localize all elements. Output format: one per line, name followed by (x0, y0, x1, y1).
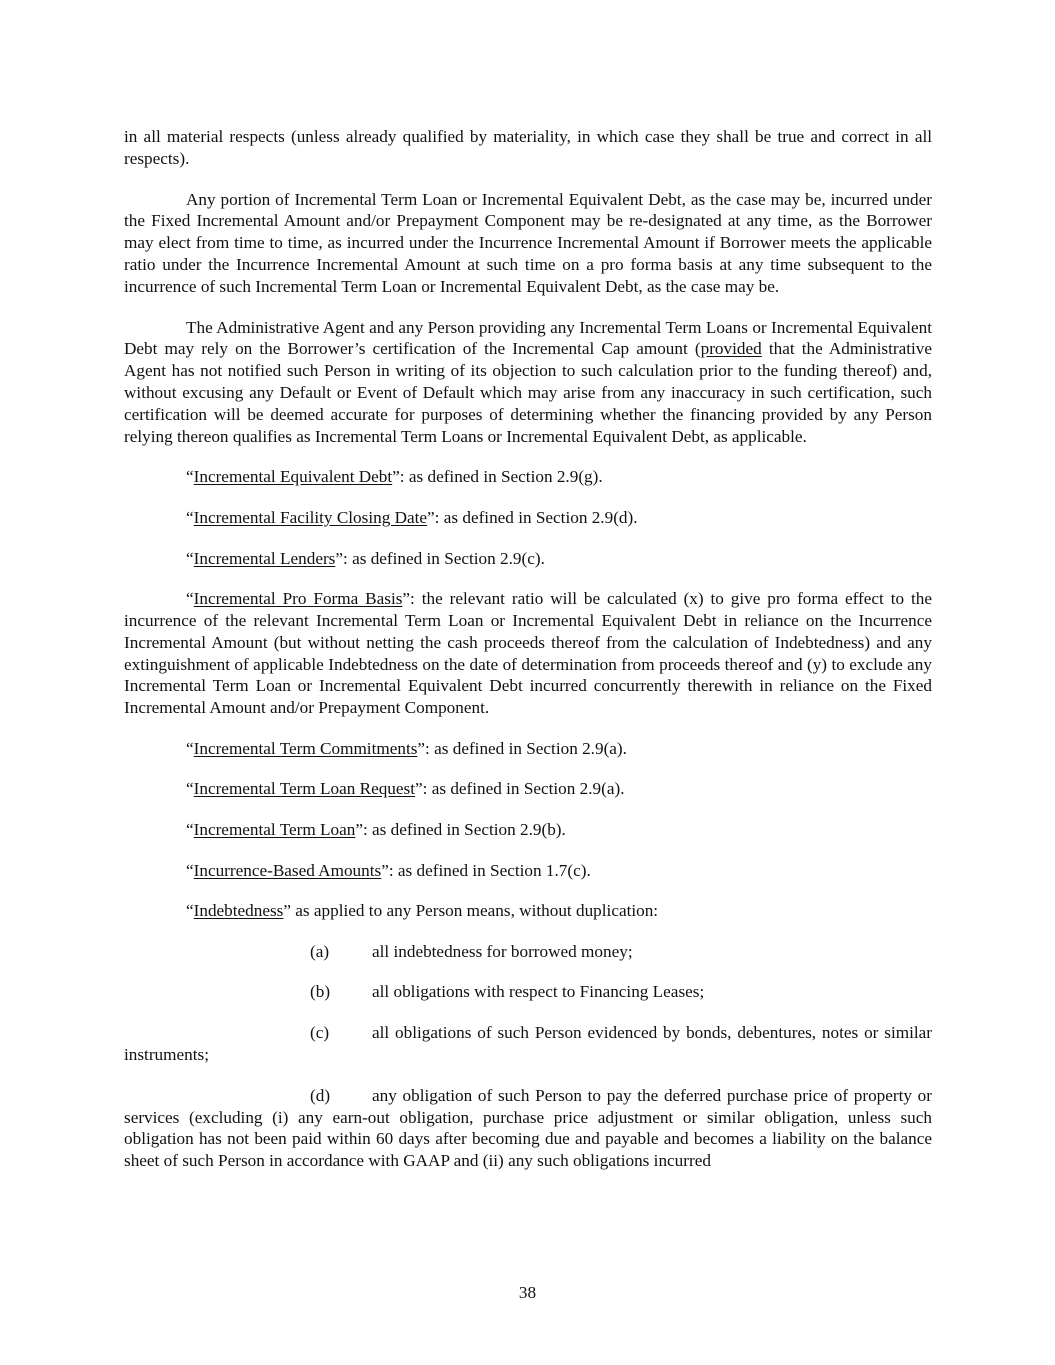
defined-term: Incremental Term Loan Request (193, 779, 415, 799)
definition-text: ”: as defined in Section 1.7(c). (381, 860, 591, 880)
defined-term: Indebtedness (193, 901, 284, 921)
definition-text: ”: as defined in Section 2.9(g). (392, 467, 603, 487)
reliance-text-before: The Administrative Agent and any Person providing any Incremental Term Loans or Incremental Equivalent Debt may rely on the Borrower’s certification of the Incremental Cap amount ( (124, 317, 932, 359)
definition-text: ”: as defined in Section 2.9(a). (415, 779, 625, 799)
provided-term: provided (700, 339, 762, 359)
list-item-label: (d) (310, 1085, 331, 1105)
definition-incremental-term-loan: “Incremental Term Loan”: as defined in Section 2.9(b). (186, 819, 566, 839)
defined-term: Incremental Pro Forma Basis (193, 589, 403, 609)
list-item-label: (b) (310, 982, 331, 1002)
definition-incremental-pro-forma-basis: “Incremental Pro Forma Basis”: the relevant ratio will be calculated (x) to give pro forma effect to the incurrence of the relevant Incremental Term Loan or Incremental Equivalent Debt in reliance on the Incurrence Incremental Amount (but without netting the cash proceeds thereof from the calculation of Indebtedness) and any extinguishment of applicable Indebtedness on the date of determination from proceeds thereof and (y) to exclude any Incremental Term Loan or Incremental Equivalent Debt incurred concurrently therewith in reliance on the Fixed Incremental Amount and/or Prepayment Component. (124, 589, 932, 718)
paragraph-reliance (124, 317, 932, 448)
definition-incurrence-based-amounts: “Incurrence-Based Amounts”: as defined in Section 1.7(c). (186, 860, 591, 880)
paragraph-redesignation: Any portion of Incremental Term Loan or Incremental Equivalent Debt, as the case may be, incurred under the Fixed Incremental Amount and/or Prepayment Component may be re-designated at any time, as the Borrower may elect from time to time, as incurred under the Incurrence Incremental Amount if Borrower meets the applicable ratio under the Incurrence Incremental Amount at such time on a pro forma basis at any time subsequent to the incurrence of such Incremental Term Loan or Incremental Equivalent Debt, as the case may be. (124, 189, 932, 296)
list-item-text: all obligations with respect to Financing Leases; (372, 982, 705, 1002)
definition-text: ”: as defined in Section 2.9(c). (335, 548, 545, 568)
list-item-d (124, 1085, 932, 1172)
definition-incremental-term-loan-request: “Incremental Term Loan Request”: as defined in Section 2.9(a). (186, 779, 625, 799)
defined-term: Incremental Term Commitments (193, 738, 418, 758)
defined-term: Incremental Facility Closing Date (193, 507, 428, 527)
definition-incremental-lenders: “Incremental Lenders”: as defined in Section 2.9(c). (186, 548, 545, 568)
defined-term: Incurrence-Based Amounts (193, 860, 382, 880)
defined-term: Incremental Equivalent Debt (193, 467, 393, 487)
page-number: 38 (518, 1283, 537, 1302)
definition-incremental-equivalent-debt: “Incremental Equivalent Debt”: as defined in Section 2.9(g). (186, 467, 603, 487)
reliance-text-after: that the Administrative Agent has not notified such Person in writing of its objection to such calculation prior to the funding thereof) and, without excusing any Default or Event of Default which may arise from any inaccuracy in such certification, such certification will be deemed accurate for purposes of determining whether the financing provided by any Person relying thereon qualifies as Incremental Term Loans or Incremental Equivalent Debt, as applicable. (124, 339, 932, 446)
paragraph-continuation: in all material respects (unless already qualified by materiality, in which case they shall be true and correct in all respects). (124, 127, 932, 168)
definition-text: ” as applied to any Person means, without duplication: (283, 901, 659, 921)
definition-text: ”: the relevant ratio will be calculated (x) to give pro forma effect to the incurrence of the relevant Incremental Term Loan or Incremental Equivalent Debt in reliance on the Incurrence Incremental Amount (but without netting the cash proceeds thereof from the calculation of Indebtedness) and any extinguishment of applicable Indebtedness on the date of determination from proceeds thereof and (y) to exclude any Incremental Term Loan or Incremental Equivalent Debt incurred concurrently therewith in reliance on the Fixed Incremental Amount and/or Prepayment Component. (124, 589, 932, 718)
list-item-text: all obligations of such Person evidenced by bonds, debentures, notes or similar instruments; (124, 1023, 932, 1065)
definition-indebtedness: “Indebtedness” as applied to any Person means, without duplication: (186, 901, 659, 921)
definition-incremental-facility-closing-date: “Incremental Facility Closing Date”: as defined in Section 2.9(d). (186, 507, 638, 527)
definition-text: ”: as defined in Section 2.9(d). (427, 507, 638, 527)
list-item-text: any obligation of such Person to pay the deferred purchase price of property or services (excluding (i) any earn-out obligation, purchase price adjustment or similar obligation, unless such obligation has not been paid within 60 days after becoming due and payable and becomes a liability on the balance sheet of such Person in accordance with GAAP and (ii) any such obligations incurred (124, 1085, 932, 1171)
list-item-text: all indebtedness for borrowed money; (372, 941, 633, 961)
list-item-label: (a) (310, 941, 330, 961)
defined-term: Incremental Term Loan (193, 819, 356, 839)
definition-incremental-term-commitments: “Incremental Term Commitments”: as defined in Section 2.9(a). (186, 738, 627, 758)
document-page (124, 126, 932, 1191)
list-item-b (124, 981, 932, 1003)
list-item-label: (c) (310, 1023, 330, 1043)
list-item-a (124, 941, 932, 963)
definition-text: ”: as defined in Section 2.9(a). (417, 738, 627, 758)
defined-term: Incremental Lenders (193, 548, 336, 568)
definition-text: ”: as defined in Section 2.9(b). (355, 819, 566, 839)
list-item-c (124, 1022, 932, 1066)
